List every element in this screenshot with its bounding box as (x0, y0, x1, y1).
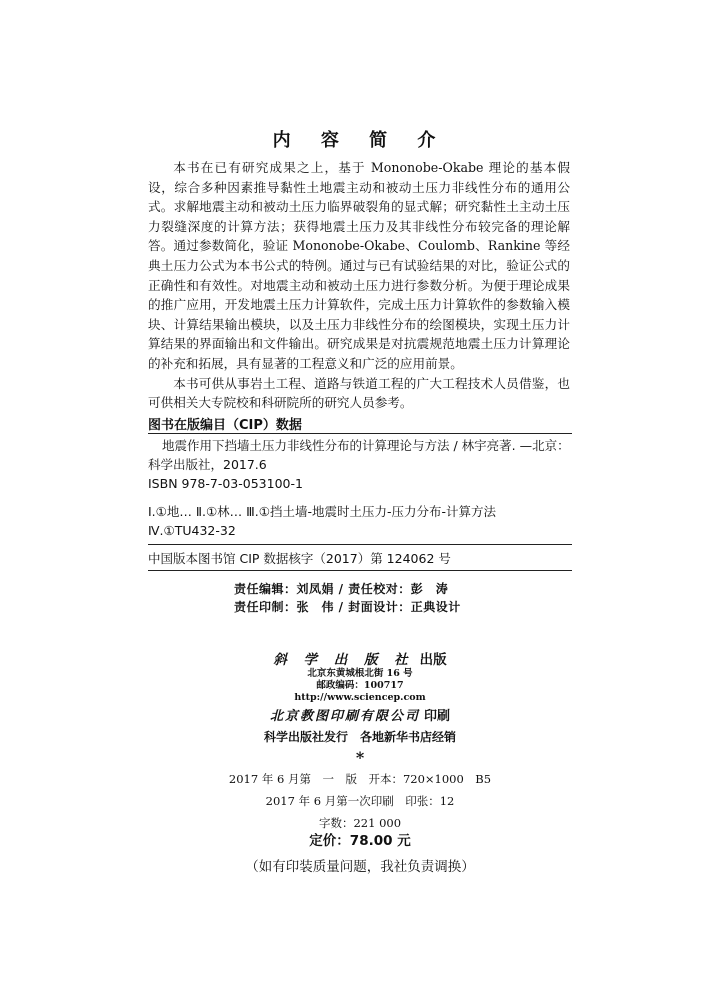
publisher-website: http://www.sciencep.com (294, 692, 426, 703)
summary-paragraph: 本书可供从事岩土工程、道路与铁道工程的广大工程技术人员借鉴，也可供相关大专院校和科研院所的研究人员参考。 (148, 375, 570, 411)
publisher-address-block (0, 668, 720, 704)
page-title: 内 容 简 介 (272, 130, 448, 151)
printer-name: 北京教图印刷有限公司 (269, 709, 420, 724)
publisher-suffix: 出版 (419, 652, 447, 668)
production-credits: 责任印制：张 伟 / 封面设计：正典设计 (234, 600, 461, 614)
editor-credits: 责任编辑：刘凤娟 / 责任校对：彭 涛 (234, 582, 449, 596)
distributor-line: 科学出版社发行 各地新华书店经销 (263, 730, 456, 744)
cip-publisher-line: 科学出版社，2017.6 (148, 457, 267, 472)
edition-specs (0, 768, 720, 834)
cip-top-rule (148, 433, 572, 434)
separator-star: * (355, 748, 365, 767)
cip-bottom-rule (148, 570, 572, 571)
cip-record (148, 436, 572, 493)
printer-suffix: 印刷 (424, 709, 451, 724)
cip-number: 中国版本图书馆 CIP 数据核字（2017）第 124062 号 (148, 551, 451, 566)
publisher-logo-text: 斜 学 出 版 社 (273, 652, 414, 668)
quality-notice: （如有印装质量问题，我社负责调换） (245, 859, 475, 875)
cip-class-line: Ⅰ.①地… Ⅱ.①林… Ⅲ.①挡土墙-地震时土压力-压力分布-计算方法 (148, 504, 496, 519)
edition-line: 2017 年 6 月第 一 版 开本：720×1000 B5 (228, 772, 492, 786)
cip-isbn: ISBN 978-7-03-053100-1 (148, 476, 303, 491)
publisher-line (0, 648, 720, 668)
cip-title-line: 地震作用下挡墙土压力非线性分布的计算理论与方法 / 林宇亮著. —北京： (162, 438, 570, 453)
publisher-address: 北京东黄城根北街 16 号 (307, 668, 413, 679)
content-summary (148, 158, 570, 413)
summary-paragraph: 本书在已有研究成果之上，基于 Mononobe-Okabe 理论的基本假设，综合多种因素推导黏性土地震主动和被动土压力非线性分布的通用公式。求解地震主动和被动土压力临界破裂角的显式解；研究黏性土主动土压力裂缝深度的计算方法；获得地震土压力及其非线性分布较完备的理论解答。通过参数简化，验证 Mononobe-Okabe、Coulomb、Rankine 等经典土压力公式为本书公式的特例。通过与已有试验结果的对比，验证公式的正确性和有效性。对地震主动和被动土压力进行参数分析。为便于理论成果的推广应用，开发地震土压力计算软件，完成土压力计算软件的参数输入模块、计算结果输出模块，以及土压力非线性分布的绘图模块，实现土压力计算结果的界面输出和文件输出。研究成果是对抗震规范地震土压力计算理论的补充和拓展，具有显著的工程意义和广泛的应用前景。 (148, 160, 570, 371)
printing-line: 2017 年 6 月第一次印刷 印张：12 (265, 794, 455, 808)
cip-middle-rule (148, 544, 572, 545)
cip-heading: 图书在版编目（CIP）数据 (148, 418, 302, 433)
word-count: 字数：221 000 (318, 816, 402, 830)
cip-classification (148, 502, 572, 540)
cip-class-line: Ⅳ.①TU432-32 (148, 523, 236, 538)
publisher-postcode: 邮政编码：100717 (316, 680, 404, 691)
price: 定价：78.00 元 (309, 833, 411, 849)
printer-line (0, 705, 720, 724)
